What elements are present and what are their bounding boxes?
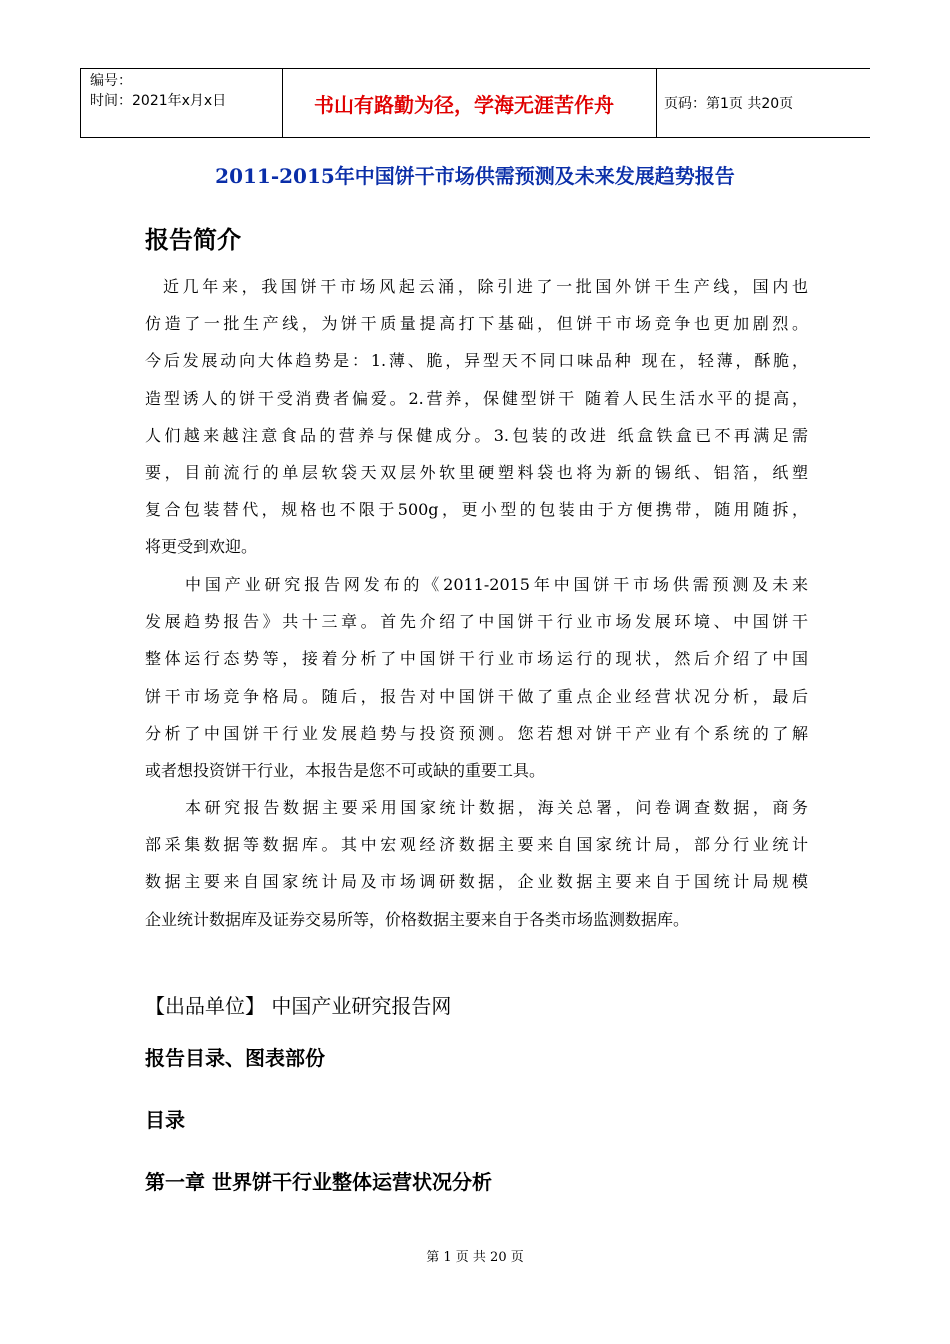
- paragraph-line: 近几年来，我国饼干市场风起云涌，除引进了一批国外饼干生产线，国内也: [163, 277, 808, 296]
- paragraph-line: 或者想投资饼干行业，本报告是您不可或缺的重要工具。: [145, 760, 546, 780]
- paragraph-line: 将更受到欢迎。: [145, 537, 258, 557]
- paragraph-line: 发展趋势报告》共十三章。首先介绍了中国饼干行业市场发展环境、中国饼干: [145, 612, 808, 632]
- paragraph-line: 复合包装替代，规格也不限于500g，更小型的包装由于方便携带，随用随拆，: [145, 500, 808, 520]
- header-motto: 书山有路勤为径，学海无涯苦作舟: [314, 92, 614, 117]
- toc-heading: 目录: [145, 1108, 185, 1132]
- paragraph-line: 人们越来越注意食品的营养与保健成分。3.包装的改进 纸盒铁盒已不再满足需: [145, 425, 808, 445]
- header-divider-1: [282, 69, 283, 137]
- intro-paragraph-2: [145, 566, 808, 789]
- paragraph-line: 分析了中国饼干行业发展趋势与投资预测。您若想对饼干产业有个系统的了解: [145, 723, 808, 743]
- header-table: [80, 68, 870, 138]
- toc-part-heading: 报告目录、图表部份: [145, 1046, 325, 1070]
- paragraph-line: 整体运行态势等，接着分析了中国饼干行业市场运行的现状，然后介绍了中国: [145, 649, 808, 669]
- number-label: 编号：: [90, 73, 132, 89]
- paragraph-line: 要，目前流行的单层软袋天双层外软里硬塑料袋也将为新的锡纸、铝箔，纸塑: [145, 462, 808, 482]
- paragraph-line: 企业统计数据库及证券交易所等，价格数据主要来自于各类市场监测数据库。: [145, 909, 690, 929]
- publisher-line: 【出品单位】 中国产业研究报告网: [145, 994, 452, 1018]
- chapter-1-heading: 第一章 世界饼干行业整体运营状况分析: [145, 1170, 492, 1194]
- intro-paragraph-3: [145, 789, 808, 938]
- document-title: 2011-2015年中国饼干市场供需预测及未来发展趋势报告: [215, 164, 735, 188]
- paragraph-line: 造型诱人的饼干受消费者偏爱。2.营养，保健型饼干 随着人民生活水平的提高，: [145, 388, 808, 408]
- intro-heading: 报告简介: [145, 226, 241, 254]
- time-label: 时间：2021年x月x日: [90, 93, 227, 109]
- paragraph-line: 部采集数据等数据库。其中宏观经济数据主要来自国家统计局，部分行业统计: [145, 835, 808, 855]
- header-left-cell: [90, 71, 226, 111]
- paragraph-line: 本研究报告数据主要采用国家统计数据，海关总署，问卷调查数据，商务: [185, 798, 808, 817]
- intro-paragraph-1: [145, 268, 808, 566]
- paragraph-line: 中国产业研究报告网发布的《2011-2015年中国饼干市场供需预测及未来: [185, 575, 808, 594]
- header-divider-2: [656, 69, 657, 137]
- paragraph-line: 仿造了一批生产线，为饼干质量提高打下基础，但饼干市场竞争也更加剧烈。: [145, 314, 808, 334]
- page-footer: 第 1 页 共 20 页: [426, 1250, 524, 1265]
- paragraph-line: 饼干市场竞争格局。随后，报告对中国饼干做了重点企业经营状况分析，最后: [145, 686, 808, 706]
- paragraph-line: 今后发展动向大体趋势是：1.薄、脆，异型天不同口味品种 现在，轻薄，酥脆，: [145, 351, 808, 371]
- header-page-code: 页码：第1页 共20页: [664, 96, 794, 112]
- header-border-left: [80, 69, 81, 137]
- paragraph-line: 数据主要来自国家统计局及市场调研数据，企业数据主要来自于国统计局规模: [145, 872, 808, 892]
